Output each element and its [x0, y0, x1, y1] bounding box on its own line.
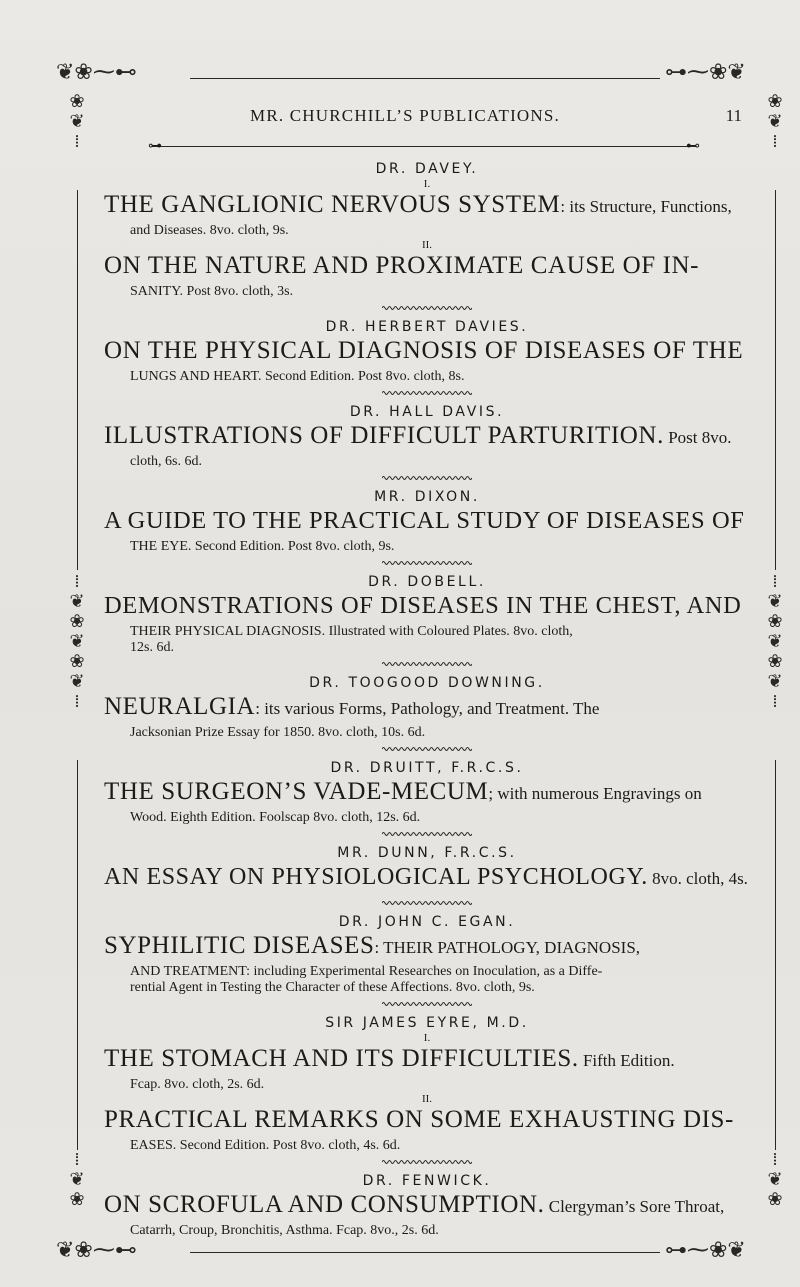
running-header: [100, 106, 750, 130]
author-name: SIR JAMES EYRE, M.D.: [325, 1015, 529, 1031]
entry-title-line: [104, 1190, 750, 1223]
catalogue-entry: [104, 692, 750, 741]
wavy-divider-icon: [382, 1000, 472, 1010]
entry-title-line: [104, 591, 750, 624]
wavy-divider-icon: [382, 660, 472, 670]
entry-title: ON SCROFULA AND CONSUMPTION.: [104, 1191, 545, 1218]
wavy-divider-icon: [382, 304, 472, 314]
corner-flourish-icon: ⊶⁓❀❦: [665, 60, 746, 85]
wavy-divider-icon: [382, 745, 472, 755]
author-name: DR. TOOGOOD DOWNING.: [309, 675, 545, 691]
entry-details-cont: rential Agent in Testing the Character of these Affections. 8vo. cloth, 9s.: [130, 980, 535, 995]
entry-title: A GUIDE TO THE PRACTICAL STUDY OF DISEASES OF: [104, 507, 745, 534]
entry-details: LUNGS AND HEART. Second Edition. Post 8vo. cloth, 8s.: [130, 369, 465, 384]
entry-details: THEIR PHYSICAL DIAGNOSIS. Illustrated with Coloured Plates. 8vo. cloth,: [130, 624, 573, 639]
entry-title: THE STOMACH AND ITS DIFFICULTIES.: [104, 1045, 579, 1072]
part-numeral: I.: [423, 1032, 431, 1044]
entry-title-line: [104, 251, 750, 284]
catalogue-list: [104, 160, 750, 1239]
corner-flourish-icon: ❦❀⁓⊷: [56, 60, 137, 85]
entry-title-rest: ; with numerous Engravings on: [488, 784, 702, 803]
side-flourish-icon: ⁞ ❦ ❀ ❦ ❀ ❦ ⁞: [69, 571, 85, 712]
catalogue-entry: [104, 1190, 750, 1239]
catalogue-entry: [104, 421, 750, 470]
catalogue-entry: [104, 506, 750, 555]
rule-flourish-icon: ⊷: [686, 138, 700, 154]
entry-title: DEMONSTRATIONS OF DISEASES IN THE CHEST, AND: [104, 592, 742, 619]
catalogue-entry: [104, 251, 750, 300]
side-flourish-icon: ⁞ ❦ ❀: [767, 1149, 783, 1210]
wavy-divider-icon: [382, 899, 472, 909]
corner-flourish-icon: ❦❀⁓⊷: [56, 1238, 137, 1263]
wavy-divider-icon: [382, 389, 472, 399]
catalogue-entry: [104, 591, 750, 656]
catalogue-entry: [104, 190, 750, 239]
catalogue-entry: [104, 336, 750, 385]
entry-details: SANITY. Post 8vo. cloth, 3s.: [130, 284, 294, 299]
entry-details: AND TREATMENT: including Experimental Researches on Inoculation, as a Diffe-: [130, 964, 603, 979]
entry-title-rest: : THEIR PATHOLOGY, DIAGNOSIS,: [374, 938, 641, 957]
entry-details: Jacksonian Prize Essay for 1850. 8vo. cloth, 10s. 6d.: [130, 725, 426, 740]
entry-title-line: [104, 1044, 750, 1077]
border-top: [190, 78, 660, 79]
side-flourish-icon: ⁞ ❦ ❀: [69, 1149, 85, 1210]
entry-title-rest: : its Structure, Functions,: [560, 197, 732, 216]
catalogue-entry: [104, 1105, 750, 1154]
entry-title-line: [104, 862, 750, 895]
entry-title-rest: Post 8vo.: [663, 428, 732, 447]
author-name: DR. JOHN C. EGAN.: [338, 914, 516, 930]
entry-title-rest: : its various Forms, Pathology, and Treatment. The: [255, 699, 600, 718]
catalogue-entry: [104, 931, 750, 996]
author-name: DR. DOBELL.: [368, 574, 486, 590]
author-name: DR. DAVEY.: [375, 161, 479, 177]
author-name: MR. DUNN, F.R.C.S.: [337, 845, 517, 861]
page-number: 11: [725, 106, 742, 125]
author-name: MR. DIXON.: [374, 489, 480, 505]
entry-title-rest: Fifth Edition.: [578, 1051, 675, 1070]
entry-title-line: [104, 1105, 750, 1138]
entry-title-line: [104, 190, 750, 223]
catalogue-entry: [104, 862, 750, 895]
border-left: [77, 190, 78, 570]
entry-title-rest: 8vo. cloth, 4s.: [647, 869, 748, 888]
entry-title-rest: Clergyman’s Sore Throat,: [544, 1197, 725, 1216]
entry-details: cloth, 6s. 6d.: [130, 454, 202, 469]
part-numeral: II.: [421, 1093, 433, 1105]
author-name: DR. DRUITT, F.R.C.S.: [330, 760, 524, 776]
wavy-divider-icon: [382, 830, 472, 840]
border-right-lower: [775, 760, 776, 1150]
entry-title-line: [104, 692, 750, 725]
entry-title: SYPHILITIC DISEASES: [104, 932, 375, 959]
entry-title-line: [104, 777, 750, 810]
entry-title: THE GANGLIONIC NERVOUS SYSTEM: [104, 191, 561, 218]
author-name: DR. FENWICK.: [362, 1173, 492, 1189]
side-flourish-icon: ❀ ❦ ⁞: [767, 91, 783, 152]
entry-title: ON THE NATURE AND PROXIMATE CAUSE OF IN-: [104, 252, 700, 279]
border-left-lower: [77, 760, 78, 1150]
entry-details: Catarrh, Croup, Bronchitis, Asthma. Fcap. 8vo., 2s. 6d.: [130, 1223, 439, 1238]
entry-title: PRACTICAL REMARKS ON SOME EXHAUSTING DIS-: [104, 1106, 734, 1133]
entry-title-line: [104, 931, 750, 964]
corner-flourish-icon: ⊶⁓❀❦: [665, 1238, 746, 1263]
entry-details: Fcap. 8vo. cloth, 2s. 6d.: [130, 1077, 265, 1092]
running-title: MR. CHURCHILL’S PUBLICATIONS.: [250, 106, 560, 125]
side-flourish-icon: ⁞ ❦ ❀ ❦ ❀ ❦ ⁞: [767, 571, 783, 712]
entry-title: NEURALGIA: [104, 693, 256, 720]
border-right: [775, 190, 776, 570]
author-name: DR. HALL DAVIS.: [349, 404, 505, 420]
wavy-divider-icon: [382, 1158, 472, 1168]
entry-title: AN ESSAY ON PHYSIOLOGICAL PSYCHOLOGY.: [104, 864, 648, 890]
entry-details: and Diseases. 8vo. cloth, 9s.: [130, 223, 289, 238]
catalogue-entry: [104, 777, 750, 826]
entry-details: Wood. Eighth Edition. Foolscap 8vo. cloth, 12s. 6d.: [130, 810, 421, 825]
entry-title-line: [104, 506, 750, 539]
entry-details-cont: 12s. 6d.: [130, 640, 174, 655]
catalogue-entry: [104, 1044, 750, 1093]
entry-title-line: [104, 421, 750, 454]
entry-title: ILLUSTRATIONS OF DIFFICULT PARTURITION.: [104, 422, 664, 449]
part-numeral: II.: [421, 239, 433, 251]
border-bottom: [190, 1252, 660, 1253]
header-rule: [148, 138, 700, 154]
wavy-divider-icon: [382, 559, 472, 569]
entry-title: THE SURGEON’S VADE-MECUM: [104, 778, 489, 805]
entry-title-line: [104, 336, 750, 369]
entry-details: EASES. Second Edition. Post 8vo. cloth, 4s. 6d.: [130, 1138, 401, 1153]
entry-title: ON THE PHYSICAL DIAGNOSIS OF DISEASES OF THE: [104, 337, 744, 364]
entry-details: THE EYE. Second Edition. Post 8vo. cloth, 9s.: [130, 539, 395, 554]
rule-flourish-icon: ⊶: [148, 138, 162, 154]
wavy-divider-icon: [382, 474, 472, 484]
side-flourish-icon: ❀ ❦ ⁞: [69, 91, 85, 152]
part-numeral: I.: [423, 178, 431, 190]
author-name: DR. HERBERT DAVIES.: [325, 319, 529, 335]
